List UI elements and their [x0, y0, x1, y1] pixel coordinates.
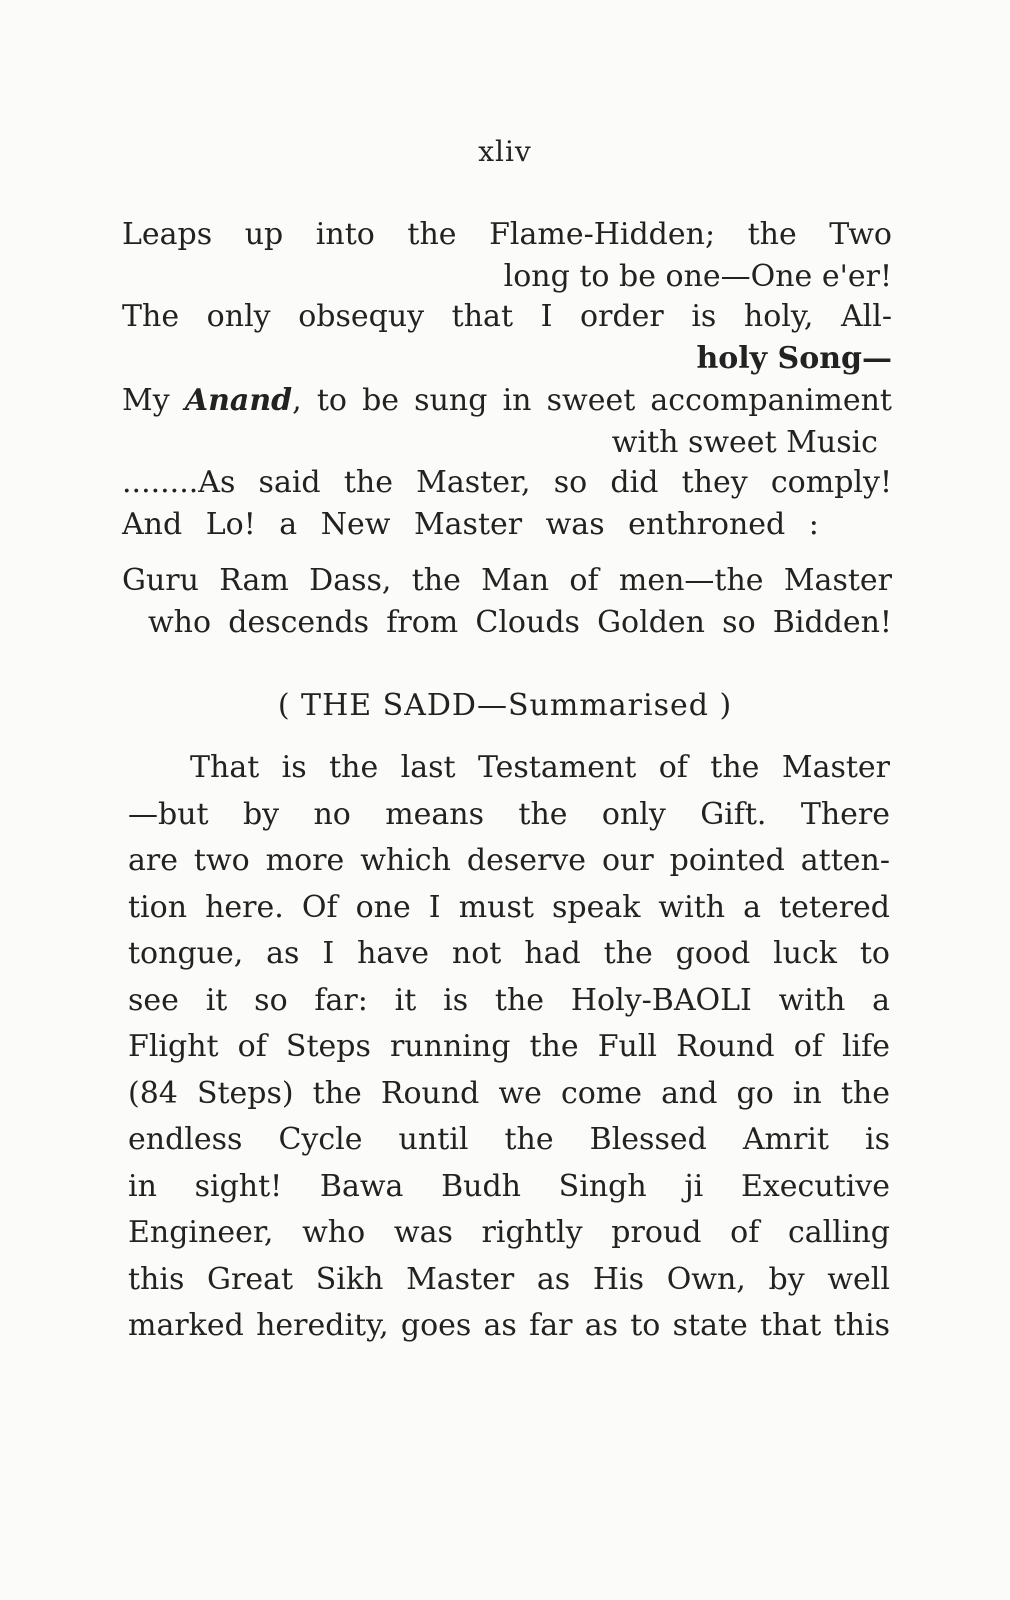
verse-line: long to be one—One e'er!	[503, 259, 892, 294]
section-heading: ( THE SADD—Summarised )	[277, 688, 733, 723]
prose-line: (84 Steps) the Round we come and go in the	[128, 1075, 890, 1111]
prose-line: are two more which deserve our pointed atten-	[128, 843, 890, 878]
verse-line: Guru Ram Dass, the Man of men—the Master	[122, 563, 892, 598]
prose-line: That is the last Testament of the Master	[190, 750, 890, 785]
prose-line: tongue, as I have not had the good luck to	[128, 936, 890, 971]
prose-line: see it so far: it is the Holy-BAOLI with a	[128, 982, 890, 1018]
prose-paragraph	[128, 745, 890, 1350]
prose-line: —but by no means the only Gift. There	[128, 796, 890, 832]
page-number: xliv	[478, 135, 532, 168]
verse-block	[122, 380, 892, 464]
verse-line: Leaps up into the Flame-Hidden; the Two	[122, 217, 892, 252]
prose-line: marked heredity, goes as far as to state that this	[128, 1308, 890, 1343]
verse-line: holy Song—	[696, 341, 892, 376]
verse-line: My Anand, to be sung in sweet accompaniment	[122, 383, 892, 418]
anand-emphasis: Anand	[184, 383, 293, 418]
prose-line: Flight of Steps running the Full Round of life	[128, 1029, 890, 1064]
verse-line: who descends from Clouds Golden so Bidden!	[148, 605, 892, 640]
verse-line: with sweet Music	[611, 425, 878, 460]
verse-line: ........As said the Master, so did they comply!	[122, 465, 892, 500]
verse-line: The only obsequy that I order is holy, All-	[122, 299, 892, 334]
verse-block	[122, 214, 892, 298]
prose-line: Engineer, who was rightly proud of calling	[128, 1215, 890, 1250]
verse-block	[122, 462, 892, 546]
prose-line: endless Cycle until the Blessed Amrit is	[128, 1122, 890, 1157]
verse-block	[122, 296, 892, 380]
prose-line: in sight! Bawa Budh Singh ji Executive	[128, 1168, 890, 1204]
prose-line: this Great Sikh Master as His Own, by well	[128, 1261, 890, 1297]
prose-line: tion here. Of one I must speak with a tetered	[128, 889, 890, 925]
verse-line: And Lo! a New Master was enthroned :	[122, 507, 819, 542]
verse-block	[122, 560, 892, 644]
